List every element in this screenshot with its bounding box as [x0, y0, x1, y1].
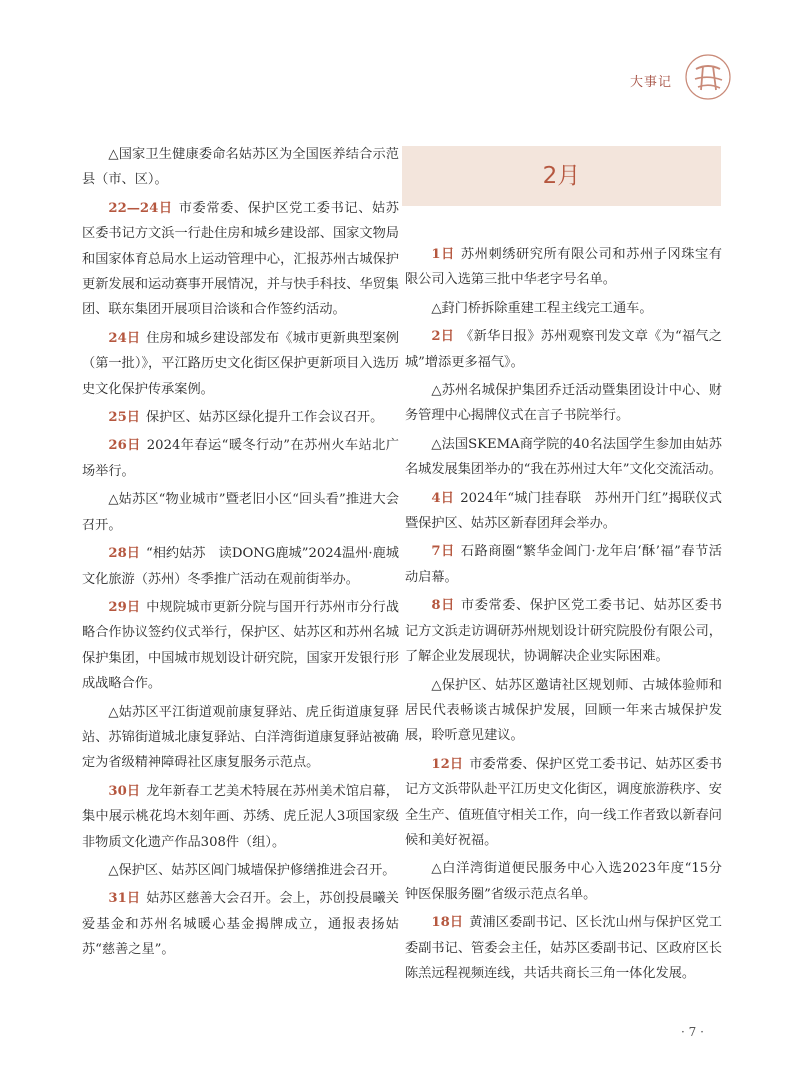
chronicle-entry	[82, 779, 399, 855]
chronicle-entry	[405, 752, 722, 854]
chronicle-entry	[405, 856, 722, 907]
page-header	[0, 0, 793, 110]
entry-text: 石路商圈“繁华金阊门·龙年启‘酥’福”春节活动启幕。	[405, 544, 722, 585]
entry-text: △保护区、姑苏区邀请社区规划师、古城体验师和居民代表畅谈古城保护发展，回顾一年来古城保护发展，聆听意见建议。	[405, 677, 722, 744]
entry-date: 26日	[108, 438, 141, 454]
chronicle-entry	[82, 700, 399, 776]
entry-text: 2024年春运“暖冬行动”在苏州火车站北广场举行。	[82, 438, 399, 479]
chronicle-entry	[405, 673, 722, 749]
entry-text: 2024年“城门挂春联 苏州开门红”揭联仪式暨保护区、姑苏区新春团拜会举办。	[405, 490, 722, 532]
entry-date: 28日	[108, 546, 140, 562]
chronicle-entry	[405, 432, 722, 483]
entry-date: 12日	[431, 756, 464, 772]
chronicle-entry	[82, 858, 399, 883]
chronicle-entry	[405, 593, 722, 669]
chronicle-entry	[82, 142, 399, 193]
entry-text: △白洋湾街道便民服务中心入选2023年度“15分钟医保服务圈”省级示范点名单。	[405, 861, 722, 902]
entry-text: 保护区、姑苏区绿化提升工作会议召开。	[145, 410, 384, 426]
entry-text: △葑门桥拆除重建工程主线完工通车。	[431, 300, 653, 316]
entry-text: 市委常委、保护区党工委书记、姑苏区委书记方文浜一行赴住房和城乡建设部、国家文物局和国家体育总局水上运动管理中心，汇报苏州古城保护更新发展和运动赛事开展情况，并与快手科技、华贸集团、联东集团开展项目洽谈和合作签约活动。	[82, 200, 399, 318]
entry-date: 1日	[431, 247, 455, 262]
entry-date: 29日	[108, 599, 141, 615]
entry-text: 龙年新春工艺美术特展在苏州美术馆启幕，集中展示桃花坞木刻年画、苏绣、虎丘泥人3项国家级非物质文化遗产作品308件（组）。	[82, 783, 399, 850]
entry-text: △姑苏区平江街道观前康复驿站、虎丘街道康复驿站、苏锦街道城北康复驿站、白洋湾街道康复驿站被确定为省级精神障碍社区康复服务示范点。	[82, 704, 399, 771]
chronicle-entry	[405, 324, 722, 375]
entry-date: 4日	[431, 490, 455, 506]
entry-text: 中规院城市更新分院与国开行苏州市分行战略合作协议签约仪式举行，保护区、姑苏区和苏州名城保护集团，中国城市规划设计研究院，国家开发银行形成战略合作。	[82, 599, 399, 692]
entry-text: “相约姑苏 读DONG鹿城”2024温州·鹿城文化旅游（苏州）冬季推广活动在观前街举办。	[82, 546, 399, 587]
entry-text: 姑苏区慈善大会召开。会上，苏创投晨曦关爱基金和苏州名城暖心基金揭牌成立，通报表扬姑苏“慈善之星”。	[82, 891, 399, 958]
entry-date: 8日	[431, 598, 455, 614]
chronicle-entry	[405, 910, 722, 986]
entry-text: △姑苏区“物业城市”暨老旧小区“回头看”推进大会召开。	[82, 492, 399, 533]
entry-date: 7日	[431, 544, 455, 560]
chronicle-entry	[82, 886, 399, 962]
chronicle-entry	[82, 405, 399, 430]
chronicle-entry	[405, 539, 722, 590]
entry-text: 苏州刺绣研究所有限公司和苏州子冈珠宝有限公司入选第三批中华老字号名单。	[405, 247, 722, 288]
chronicle-entry	[82, 595, 399, 697]
chronicle-entry	[82, 433, 399, 484]
chronicle-entry	[82, 487, 399, 538]
month-heading-box	[402, 146, 721, 206]
entry-text: 住房和城乡建设部发布《城市更新典型案例（第一批）》，平江路历史文化街区保护更新项目入选历史文化保护传承案例。	[82, 330, 399, 397]
month-heading: 2月	[542, 163, 581, 189]
chronicle-entry	[82, 541, 399, 592]
entry-text: △法国SKEMA商学院的40名法国学生参加由姑苏名城发展集团举办的“我在苏州过大年”文化交流活动。	[405, 436, 722, 478]
entry-date: 30日	[108, 783, 141, 799]
entry-date: 31日	[108, 891, 141, 907]
entry-date: 2日	[431, 329, 455, 345]
chronicle-entry	[82, 196, 399, 323]
entry-text: 市委常委、保护区党工委书记、姑苏区委书记方文浜带队赴平江历史文化街区，调度旅游秩序、安全生产、值班值守相关工作，向一线工作者致以新春问候和美好祝福。	[405, 756, 722, 848]
chronicle-entry	[405, 486, 722, 537]
entry-date: 24日	[108, 330, 141, 346]
entry-text: 《新华日报》苏州观察刊发文章《为“福气之城”增添更多福气》。	[405, 329, 722, 370]
entry-date: 22—24日	[108, 200, 173, 216]
chronicle-entry	[82, 326, 399, 402]
right-column	[405, 242, 722, 989]
chronicle-entry	[405, 296, 722, 321]
left-column	[82, 142, 399, 966]
entry-text: 黄浦区委副书记、区长沈山州与保护区党工委副书记、管委会主任，姑苏区委副书记、区政府区长陈羔远程视频连线，共话共商长三角一体化发展。	[405, 915, 722, 981]
chronicle-entry	[405, 242, 722, 293]
entry-date: 18日	[431, 915, 464, 931]
entry-text: △保护区、姑苏区阊门城墙保护修缮推进会召开。	[108, 862, 396, 878]
calligraphy-emblem-icon	[683, 52, 733, 102]
page-number: · 7 ·	[681, 1025, 704, 1039]
entry-text: 市委常委、保护区党工委书记、姑苏区委书记方文浜走访调研苏州规划设计研究院股份有限公司，了解企业发展现状，协调解决企业实际困难。	[405, 598, 722, 665]
entry-text: △苏州名城保护集团乔迁活动暨集团设计中心、财务管理中心揭牌仪式在言子书院举行。	[405, 383, 722, 424]
entry-date: 25日	[108, 410, 140, 426]
chronicle-entry	[405, 378, 722, 429]
entry-text: △国家卫生健康委命名姑苏区为全国医养结合示范县（市、区）。	[82, 147, 399, 188]
section-title: 大事记	[630, 75, 673, 90]
